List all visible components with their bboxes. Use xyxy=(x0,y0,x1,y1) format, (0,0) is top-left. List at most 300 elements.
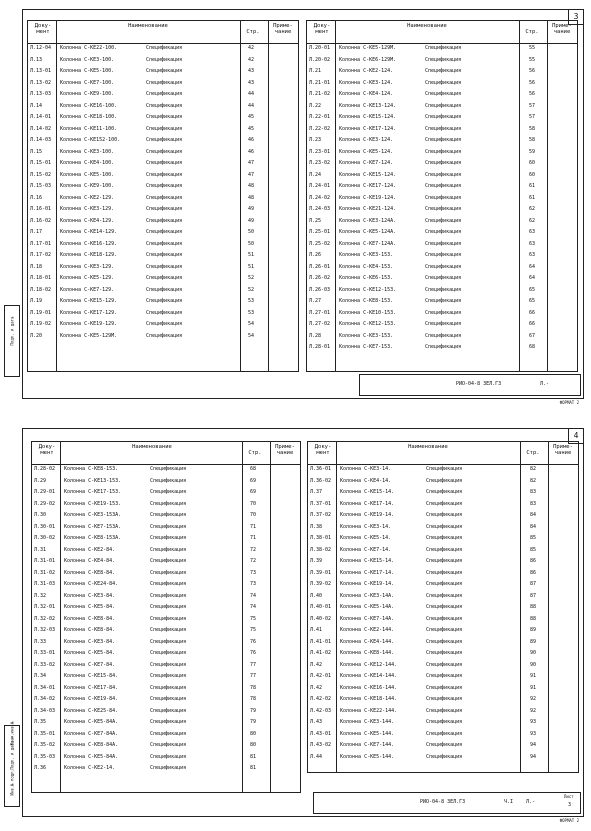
cell-doc: Л.41 xyxy=(310,627,323,633)
cell-spec: Спецификация xyxy=(150,684,187,691)
cell-page: 51 xyxy=(248,263,255,270)
cell-page: 89 xyxy=(530,638,537,645)
cell-doc: Л.15-03 xyxy=(30,183,52,189)
stamp-vol: Ч.I xyxy=(504,799,514,805)
cell-spec: Спецификация xyxy=(146,102,183,109)
cell-doc: Л.34 xyxy=(34,673,47,679)
cell-name: Колонна С-КЕ17-129. xyxy=(60,309,118,316)
cell-spec: Спецификация xyxy=(150,512,187,518)
cell-spec: Спецификация xyxy=(425,252,462,258)
cell-name: Колонна С-КЕ5-124. xyxy=(339,148,394,155)
cell-doc: Л.21 xyxy=(309,68,322,74)
table-row xyxy=(308,614,578,626)
cell-page: 52 xyxy=(248,286,255,293)
cell-doc: Л.29-02 xyxy=(34,500,56,507)
cell-page: 63 xyxy=(529,252,536,258)
cell-page: 54 xyxy=(248,321,255,327)
cell-spec: Спецификация xyxy=(146,125,183,132)
cell-spec: Спецификация xyxy=(425,125,462,132)
table-row xyxy=(307,342,577,354)
table-row xyxy=(32,694,300,706)
cell-page: 76 xyxy=(250,650,257,656)
cell-spec: Спецификация xyxy=(146,194,183,201)
table-row xyxy=(32,499,300,511)
cell-doc: Л.17-02 xyxy=(30,252,52,258)
cell-page: 91 xyxy=(530,673,537,679)
page-number: 3 xyxy=(568,10,583,25)
col-page: Стр. xyxy=(525,29,539,35)
cell-doc: Л.35-02 xyxy=(34,742,56,748)
cell-page: 53 xyxy=(248,309,255,316)
cell-spec: Спецификация xyxy=(426,535,463,541)
cell-doc: Л.20 xyxy=(30,332,43,339)
cell-page: 64 xyxy=(529,275,536,281)
cell-spec: Спецификация xyxy=(146,56,183,63)
table-row xyxy=(308,694,578,706)
cell-spec: Спецификация xyxy=(426,730,463,737)
col-doc: Доку- мент xyxy=(38,444,56,456)
cell-spec: Спецификация xyxy=(426,604,463,610)
cell-page: 84 xyxy=(530,523,537,530)
cell-doc: Л.13-02 xyxy=(30,79,52,86)
table-row xyxy=(308,660,578,672)
cell-name: Колонна С-КЕ4-14. xyxy=(340,477,392,484)
table-row xyxy=(28,250,298,262)
table-row xyxy=(32,660,300,672)
cell-name: Колонна С-КЕ3-84. xyxy=(64,592,116,599)
cell-name: Колонна С-КЕ14-144. xyxy=(340,673,398,679)
cell-spec: Спецификация xyxy=(146,171,183,178)
cell-name: Колонна С-КЕ5-129М. xyxy=(339,45,397,51)
table-row xyxy=(28,308,298,320)
cell-spec: Спецификация xyxy=(150,638,187,645)
cell-doc: Л.38-01 xyxy=(310,535,332,541)
cell-page: 47 xyxy=(248,160,255,166)
cell-name: Колонна С-КЕ16-144. xyxy=(340,684,398,691)
table-row xyxy=(307,273,577,285)
col-note: Приме- чание xyxy=(553,444,573,456)
table-row xyxy=(307,227,577,239)
table-row xyxy=(307,285,577,297)
cell-doc: Л.33-01 xyxy=(34,650,56,656)
cell-name: Колонна С-КЕ3-14. xyxy=(340,523,392,530)
cell-page: 56 xyxy=(529,79,536,86)
cell-spec: Спецификация xyxy=(426,650,463,656)
cell-doc: Л.33-02 xyxy=(34,661,56,668)
cell-spec: Спецификация xyxy=(146,286,183,293)
col-name: Наименование xyxy=(132,444,172,450)
table-row xyxy=(308,545,578,557)
cell-page: 50 xyxy=(248,229,255,235)
table-row xyxy=(308,499,578,511)
cell-doc: Л.16 xyxy=(30,194,43,201)
table-row xyxy=(32,763,300,775)
cell-page: 67 xyxy=(529,332,536,339)
table-row xyxy=(32,671,300,683)
table-row xyxy=(32,625,300,637)
rows-right xyxy=(308,464,578,763)
cell-page: 82 xyxy=(530,477,537,484)
cell-spec: Спецификация xyxy=(150,707,187,714)
table-row xyxy=(32,648,300,660)
side-strip-top xyxy=(4,305,20,377)
cell-page: 71 xyxy=(250,535,257,541)
cell-doc: Л.36 xyxy=(34,765,47,771)
table-row xyxy=(32,476,300,488)
cell-name: Колонна С-КЕ7-14А. xyxy=(340,615,395,622)
cell-spec: Спецификация xyxy=(150,673,187,679)
cell-doc: Л.14-03 xyxy=(30,137,52,143)
table-row xyxy=(32,637,300,649)
table-row xyxy=(307,170,577,182)
cell-doc: Л.23 xyxy=(309,137,322,143)
cell-spec: Спецификация xyxy=(426,627,463,633)
cell-name: Колонна С-КЕ8-84. xyxy=(64,627,116,633)
cell-doc: Л.22 xyxy=(309,102,322,109)
cell-spec: Спецификация xyxy=(146,160,183,166)
col-name: Наименование xyxy=(407,23,447,29)
cell-page: 60 xyxy=(529,171,536,178)
cell-name: Колонна С-КЕ4-84. xyxy=(64,558,116,564)
cell-page: 73 xyxy=(250,581,257,587)
cell-name: Колонна С-КЕ2-124. xyxy=(339,68,394,74)
cell-spec: Спецификация xyxy=(150,581,187,587)
cell-name: Колонна С-КЕ4-144. xyxy=(340,638,395,645)
cell-name: Колонна С-КЕ3-153. xyxy=(339,252,394,258)
cell-page: 43 xyxy=(248,68,255,74)
cell-name: Колонна С-КЕ17-14. xyxy=(340,500,395,507)
table-row xyxy=(307,308,577,320)
cell-spec: Спецификация xyxy=(425,45,462,51)
cell-spec: Спецификация xyxy=(146,206,183,212)
cell-doc: Л.31-03 xyxy=(34,581,56,587)
cell-doc: Л.32 xyxy=(34,592,47,599)
cell-name: Колонна С-КЕ3-14А. xyxy=(340,592,395,599)
cell-page: 72 xyxy=(250,546,257,553)
table-row xyxy=(32,545,300,557)
cell-page: 43 xyxy=(248,79,255,86)
cell-page: 48 xyxy=(248,183,255,189)
cell-name: Колонна С-КЕ15-84. xyxy=(64,673,119,679)
cell-spec: Спецификация xyxy=(150,650,187,656)
cell-doc: Л.35-03 xyxy=(34,753,56,760)
sheet-page-4 xyxy=(22,428,584,823)
cell-spec: Спецификация xyxy=(425,91,462,97)
cell-page: 70 xyxy=(250,500,257,507)
table-row xyxy=(28,216,298,228)
table-row xyxy=(307,66,577,78)
cell-page: 64 xyxy=(529,263,536,270)
col-note: Приме- чание xyxy=(552,23,572,35)
cell-doc: Л.39-01 xyxy=(310,569,332,576)
left-table xyxy=(27,20,299,372)
cell-page: 85 xyxy=(530,535,537,541)
cell-page: 76 xyxy=(250,638,257,645)
cell-page: 68 xyxy=(529,344,536,350)
cell-doc: Л.26-01 xyxy=(309,263,331,270)
cell-name: Колонна С-КЕ13-124. xyxy=(339,102,397,109)
cell-name: Колонна С-КЕ15-124. xyxy=(339,171,397,178)
col-doc: Доку- мент xyxy=(34,23,52,35)
cell-page: 42 xyxy=(248,45,255,51)
cell-spec: Спецификация xyxy=(150,592,187,599)
table-row xyxy=(307,89,577,101)
cell-name: Колонна С-КЕ7-153. xyxy=(339,344,394,350)
cell-page: 92 xyxy=(530,707,537,714)
table-row xyxy=(307,158,577,170)
cell-name: Колонна С-КЕ7-129. xyxy=(60,286,115,293)
stamp-code: РИО-04-8 ЗЕЛ.ГЗ xyxy=(456,381,502,387)
cell-doc: Л.19 xyxy=(30,298,43,304)
table-row xyxy=(32,591,300,603)
cell-name: Колонна С-КЕ2-144. xyxy=(340,627,395,633)
table-row xyxy=(28,204,298,216)
cell-spec: Спецификация xyxy=(425,344,462,350)
cell-page: 58 xyxy=(529,137,536,143)
cell-spec: Спецификация xyxy=(146,183,183,189)
table-row xyxy=(28,89,298,101)
table-row xyxy=(308,683,578,695)
cell-doc: Л.15-02 xyxy=(30,171,52,178)
cell-spec: Спецификация xyxy=(150,489,187,495)
cell-name: Колонна С-КЕ18-129. xyxy=(60,252,118,258)
cell-spec: Спецификация xyxy=(146,91,183,97)
table-header xyxy=(32,442,300,465)
cell-name: Колонна С-КЕ3-153А. xyxy=(64,512,122,518)
cell-page: 65 xyxy=(529,298,536,304)
table-row xyxy=(308,476,578,488)
table-row xyxy=(32,579,300,591)
cell-spec: Спецификация xyxy=(150,535,187,541)
cell-doc: Л.25-02 xyxy=(309,240,331,247)
cell-spec: Спецификация xyxy=(150,546,187,553)
cell-name: Колонна С-КЕ6-153. xyxy=(339,275,394,281)
cell-spec: Спецификация xyxy=(425,148,462,155)
cell-page: 63 xyxy=(529,240,536,247)
cell-page: 85 xyxy=(530,546,537,553)
side-label: Подп. и дата xyxy=(9,740,15,770)
cell-spec: Спецификация xyxy=(150,569,187,576)
cell-doc: Л.14-02 xyxy=(30,125,52,132)
cell-spec: Спецификация xyxy=(425,217,462,224)
cell-doc: Л.22-01 xyxy=(309,114,331,120)
cell-page: 57 xyxy=(529,114,536,120)
cell-spec: Спецификация xyxy=(146,148,183,155)
cell-page: 74 xyxy=(250,604,257,610)
cell-name: Колонна С-КЕ5-84А. xyxy=(64,719,119,725)
cell-spec: Спецификация xyxy=(426,696,463,702)
cell-spec: Спецификация xyxy=(426,615,463,622)
cell-spec: Спецификация xyxy=(426,558,463,564)
cell-page: 52 xyxy=(248,275,255,281)
cell-spec: Спецификация xyxy=(146,263,183,270)
cell-spec: Спецификация xyxy=(150,696,187,702)
col-page: Стр. xyxy=(526,450,540,456)
cell-page: 80 xyxy=(250,742,257,748)
cell-name: Колонна С-КЕ18-144. xyxy=(340,696,398,702)
table-row xyxy=(28,135,298,147)
table-row xyxy=(307,181,577,193)
cell-page: 73 xyxy=(250,569,257,576)
table-row xyxy=(308,556,578,568)
cell-doc: Л.31-01 xyxy=(34,558,56,564)
cell-doc: Л.12-04 xyxy=(30,45,52,51)
cell-name: Колонна С-КЕЗ-14. xyxy=(340,466,392,472)
cell-name: Колонна С-КЕ15-14. xyxy=(340,489,395,495)
cell-name: Колонна С-КЕ12-144. xyxy=(340,661,398,668)
cell-name: Колонна С-КЕ24-84. xyxy=(64,581,119,587)
cell-name: Колонна С-КЕ2-14. xyxy=(64,765,116,771)
cell-doc: Л.34-01 xyxy=(34,684,56,691)
stamp-list-label: Лист xyxy=(564,794,574,799)
cell-page: 70 xyxy=(250,512,257,518)
cell-doc: Л.42-03 xyxy=(310,707,332,714)
cell-doc: Л.21-01 xyxy=(309,79,331,86)
cell-spec: Спецификация xyxy=(426,477,463,484)
cell-name: Колонна С-КЕ5-100. xyxy=(60,68,115,74)
cell-spec: Спецификация xyxy=(150,765,187,771)
table-row xyxy=(308,579,578,591)
col-doc: Доку- мент xyxy=(314,444,332,456)
cell-page: 77 xyxy=(250,661,257,668)
col-page: Стр. xyxy=(248,450,262,456)
cell-name: Колонна С-КЕЗ-129. xyxy=(60,263,115,270)
cell-name: Колонна С-КЕ7-14. xyxy=(340,546,392,553)
cell-spec: Спецификация xyxy=(146,114,183,120)
cell-doc: Л.24-03 xyxy=(309,206,331,212)
table-row xyxy=(32,614,300,626)
cell-spec: Спецификация xyxy=(425,206,462,212)
cell-spec: Спецификация xyxy=(426,523,463,530)
cell-spec: Спецификация xyxy=(425,298,462,304)
cell-page: 62 xyxy=(529,206,536,212)
table-row xyxy=(307,296,577,308)
cell-name: Колонна С-КЕ11-100. xyxy=(60,125,118,132)
table-row xyxy=(32,740,300,752)
cell-doc: Л.28-01 xyxy=(309,344,331,350)
cell-name: Колонна С-КЕ5-129М. xyxy=(60,332,118,339)
rows-right xyxy=(307,43,577,354)
table-row xyxy=(32,729,300,741)
cell-page: 44 xyxy=(248,91,255,97)
cell-page: 54 xyxy=(248,332,255,339)
cell-name: Колонна С-КЕ17-14. xyxy=(340,569,395,576)
cell-page: 92 xyxy=(530,696,537,702)
cell-doc: Л.13-03 xyxy=(30,91,52,97)
cell-page: 55 xyxy=(529,45,536,51)
stamp-list-num: 3 xyxy=(568,802,572,808)
table-row xyxy=(28,262,298,274)
table-row xyxy=(308,752,578,764)
cell-page: 88 xyxy=(530,615,537,622)
table-row xyxy=(28,331,298,343)
cell-name: Колонна С-КЕ5-144. xyxy=(340,730,395,737)
cell-name: Колонна С-КЕ16-129. xyxy=(60,240,118,247)
cell-name: Колонна С-КЕ8-84. xyxy=(64,615,116,622)
cell-spec: Спецификация xyxy=(425,183,462,189)
cell-name: Колонна С-КЕ4-129. xyxy=(60,217,115,224)
cell-page: 88 xyxy=(530,604,537,610)
cell-doc: Л.19-01 xyxy=(30,309,52,316)
table-row xyxy=(307,319,577,331)
cell-doc: Л.39-02 xyxy=(310,581,332,587)
cell-doc: Л.20-02 xyxy=(309,56,331,63)
table-row xyxy=(307,193,577,205)
col-name: Наименование xyxy=(408,444,448,450)
cell-spec: Спецификация xyxy=(425,263,462,270)
cell-page: 50 xyxy=(248,240,255,247)
cell-doc: Л.26 xyxy=(309,252,322,258)
cell-name: Колонна С-КЕ25-84. xyxy=(64,707,119,714)
cell-spec: Спецификация xyxy=(150,604,187,610)
cell-name: Колонна С-КЕ7-124. xyxy=(339,160,394,166)
table-row xyxy=(28,124,298,136)
cell-spec: Спецификация xyxy=(150,615,187,622)
cell-page: 62 xyxy=(529,217,536,224)
table-row xyxy=(307,262,577,274)
cell-name: Колонна С-КЕ19-14. xyxy=(340,581,395,587)
right-table xyxy=(306,20,578,372)
cell-name: Колонна С-КЕ8-153. xyxy=(64,466,119,472)
cell-spec: Спецификация xyxy=(426,707,463,714)
cell-spec: Спецификация xyxy=(426,742,463,748)
table-row xyxy=(28,319,298,331)
cell-doc: Л.43-01 xyxy=(310,730,332,737)
cell-name: Колонна С-КЕ18-100. xyxy=(60,114,118,120)
table-row xyxy=(308,740,578,752)
cell-spec: Спецификация xyxy=(425,137,462,143)
table-row xyxy=(307,124,577,136)
cell-spec: Спецификация xyxy=(425,332,462,339)
cell-page: 75 xyxy=(250,627,257,633)
cell-doc: Л.34-03 xyxy=(34,707,56,714)
table-row xyxy=(307,204,577,216)
table-row xyxy=(308,591,578,603)
cell-doc: Л.26-03 xyxy=(309,286,331,293)
table-row xyxy=(308,487,578,499)
table-row xyxy=(307,43,577,55)
table-row xyxy=(308,706,578,718)
cell-spec: Спецификация xyxy=(146,45,183,51)
cell-page: 66 xyxy=(529,309,536,316)
cell-page: 87 xyxy=(530,581,537,587)
cell-spec: Спецификация xyxy=(146,240,183,247)
cell-doc: Л.35 xyxy=(34,719,47,725)
cell-spec: Спецификация xyxy=(425,321,462,327)
table-row xyxy=(28,101,298,113)
cell-spec: Спецификация xyxy=(426,581,463,587)
cell-name: Колонна С-КЕ3-124А. xyxy=(339,217,397,224)
cell-page: 84 xyxy=(530,512,537,518)
cell-page: 78 xyxy=(250,696,257,702)
table-row xyxy=(28,112,298,124)
table-row xyxy=(307,55,577,67)
cell-spec: Спецификация xyxy=(150,742,187,748)
table-row xyxy=(307,101,577,113)
table-row xyxy=(307,78,577,90)
table-row xyxy=(307,216,577,228)
cell-name: Колонна С-КЕ5-14. xyxy=(340,535,392,541)
cell-name: Колонна С-КЕ3-153. xyxy=(339,332,394,339)
cell-name: Колонна С-КЕ14-129. xyxy=(60,229,118,235)
cell-name: Колонна С-КЕ2-129. xyxy=(60,194,115,201)
cell-page: 47 xyxy=(248,171,255,178)
cell-name: Колонна С-КЕ17-124. xyxy=(339,125,397,132)
table-row xyxy=(308,729,578,741)
cell-page: 42 xyxy=(248,56,255,63)
cell-doc: Л.14-01 xyxy=(30,114,52,120)
cell-page: 61 xyxy=(529,194,536,201)
